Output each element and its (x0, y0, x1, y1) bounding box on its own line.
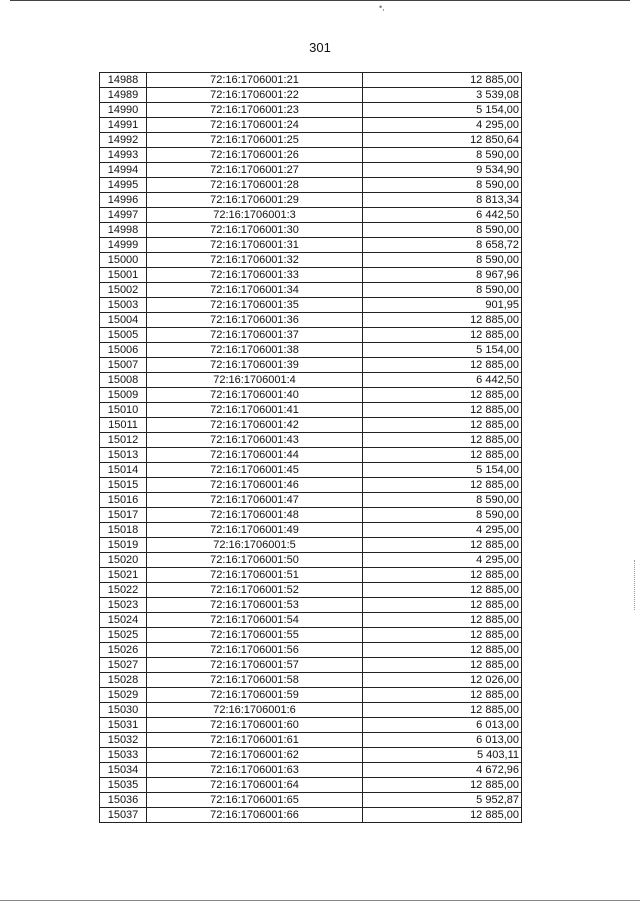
cadastral-number-cell: 72:16:1706001:41 (147, 403, 363, 418)
cadastral-number-cell: 72:16:1706001:64 (147, 778, 363, 793)
record-number-cell: 15001 (100, 268, 147, 283)
table-row (100, 628, 522, 643)
cadastral-number-cell: 72:16:1706001:44 (147, 448, 363, 463)
margin-scan-marks (634, 560, 637, 610)
cadastral-number-cell: 72:16:1706001:55 (147, 628, 363, 643)
amount-cell: 5 154,00 (363, 103, 522, 118)
amount-cell: 5 154,00 (363, 343, 522, 358)
cadastral-number-cell: 72:16:1706001:29 (147, 193, 363, 208)
cadastral-number-cell: 72:16:1706001:57 (147, 658, 363, 673)
cadastral-number-cell: 72:16:1706001:60 (147, 718, 363, 733)
bottom-edge-rule (0, 900, 640, 901)
amount-cell: 12 885,00 (363, 628, 522, 643)
amount-cell: 8 590,00 (363, 253, 522, 268)
cadastral-number-cell: 72:16:1706001:33 (147, 268, 363, 283)
record-number-cell: 15023 (100, 598, 147, 613)
table-row (100, 673, 522, 688)
amount-cell: 12 885,00 (363, 313, 522, 328)
table-row (100, 283, 522, 298)
table-row (100, 388, 522, 403)
cadastral-number-cell: 72:16:1706001:38 (147, 343, 363, 358)
record-number-cell: 15028 (100, 673, 147, 688)
table-row (100, 583, 522, 598)
table-row (100, 118, 522, 133)
amount-cell: 12 850,64 (363, 133, 522, 148)
table-row (100, 208, 522, 223)
cadastral-number-cell: 72:16:1706001:51 (147, 568, 363, 583)
record-number-cell: 15037 (100, 808, 147, 823)
record-number-cell: 15003 (100, 298, 147, 313)
record-number-cell: 15035 (100, 778, 147, 793)
record-number-cell: 15015 (100, 478, 147, 493)
cadastral-number-cell: 72:16:1706001:66 (147, 808, 363, 823)
amount-cell: 901,95 (363, 298, 522, 313)
record-number-cell: 15022 (100, 583, 147, 598)
amount-cell: 12 885,00 (363, 658, 522, 673)
table-row (100, 88, 522, 103)
amount-cell: 4 295,00 (363, 118, 522, 133)
record-number-cell: 15006 (100, 343, 147, 358)
cadastral-number-cell: 72:16:1706001:49 (147, 523, 363, 538)
amount-cell: 9 534,90 (363, 163, 522, 178)
cadastral-number-cell: 72:16:1706001:63 (147, 763, 363, 778)
table-row (100, 508, 522, 523)
table-row (100, 238, 522, 253)
cadastral-number-cell: 72:16:1706001:42 (147, 418, 363, 433)
table-row (100, 763, 522, 778)
table-row (100, 448, 522, 463)
amount-cell: 12 026,00 (363, 673, 522, 688)
cadastral-number-cell: 72:16:1706001:37 (147, 328, 363, 343)
record-number-cell: 15018 (100, 523, 147, 538)
amount-cell: 12 885,00 (363, 418, 522, 433)
table-row (100, 733, 522, 748)
amount-cell: 12 885,00 (363, 358, 522, 373)
table-row (100, 478, 522, 493)
record-number-cell: 15025 (100, 628, 147, 643)
table-row (100, 178, 522, 193)
cadastral-number-cell: 72:16:1706001:54 (147, 613, 363, 628)
cadastral-number-cell: 72:16:1706001:3 (147, 208, 363, 223)
amount-cell: 6 013,00 (363, 718, 522, 733)
table-row (100, 403, 522, 418)
cadastral-number-cell: 72:16:1706001:23 (147, 103, 363, 118)
page-number: 301 (309, 40, 331, 55)
table-row (100, 133, 522, 148)
amount-cell: 12 885,00 (363, 538, 522, 553)
table-row (100, 328, 522, 343)
cadastral-number-cell: 72:16:1706001:56 (147, 643, 363, 658)
top-edge-rule (10, 0, 630, 1)
record-number-cell: 14993 (100, 148, 147, 163)
amount-cell: 12 885,00 (363, 448, 522, 463)
amount-cell: 12 885,00 (363, 808, 522, 823)
amount-cell: 12 885,00 (363, 73, 522, 88)
cadastral-number-cell: 72:16:1706001:5 (147, 538, 363, 553)
cadastral-number-cell: 72:16:1706001:47 (147, 493, 363, 508)
table-row (100, 778, 522, 793)
amount-cell: 12 885,00 (363, 403, 522, 418)
cadastral-number-cell: 72:16:1706001:52 (147, 583, 363, 598)
amount-cell: 5 154,00 (363, 463, 522, 478)
table-row (100, 298, 522, 313)
table-row (100, 523, 522, 538)
cadastral-number-cell: 72:16:1706001:4 (147, 373, 363, 388)
table-row (100, 268, 522, 283)
table-row (100, 538, 522, 553)
amount-cell: 12 885,00 (363, 478, 522, 493)
table-row (100, 613, 522, 628)
amount-cell: 3 539,08 (363, 88, 522, 103)
record-number-cell: 15012 (100, 433, 147, 448)
record-number-cell: 14994 (100, 163, 147, 178)
amount-cell: 6 442,50 (363, 373, 522, 388)
cadastral-number-cell: 72:16:1706001:58 (147, 673, 363, 688)
record-number-cell: 14998 (100, 223, 147, 238)
table-row (100, 223, 522, 238)
record-number-cell: 14991 (100, 118, 147, 133)
table-row (100, 658, 522, 673)
record-number-cell: 15024 (100, 613, 147, 628)
cadastral-number-cell: 72:16:1706001:43 (147, 433, 363, 448)
record-number-cell: 14990 (100, 103, 147, 118)
table-row (100, 793, 522, 808)
amount-cell: 5 403,11 (363, 748, 522, 763)
table-row (100, 253, 522, 268)
amount-cell: 8 590,00 (363, 493, 522, 508)
record-number-cell: 15030 (100, 703, 147, 718)
record-number-cell: 14995 (100, 178, 147, 193)
cadastral-number-cell: 72:16:1706001:22 (147, 88, 363, 103)
table-row (100, 358, 522, 373)
amount-cell: 4 672,96 (363, 763, 522, 778)
record-number-cell: 15011 (100, 418, 147, 433)
record-number-cell: 14997 (100, 208, 147, 223)
table-row (100, 418, 522, 433)
amount-cell: 8 590,00 (363, 178, 522, 193)
record-number-cell: 14988 (100, 73, 147, 88)
cadastral-number-cell: 72:16:1706001:34 (147, 283, 363, 298)
cadastral-number-cell: 72:16:1706001:46 (147, 478, 363, 493)
table-row (100, 433, 522, 448)
scan-mark: •, (379, 2, 385, 12)
record-number-cell: 15004 (100, 313, 147, 328)
record-number-cell: 15007 (100, 358, 147, 373)
cadastral-number-cell: 72:16:1706001:50 (147, 553, 363, 568)
record-number-cell: 15009 (100, 388, 147, 403)
amount-cell: 12 885,00 (363, 583, 522, 598)
amount-cell: 4 295,00 (363, 523, 522, 538)
table-row (100, 598, 522, 613)
record-number-cell: 15002 (100, 283, 147, 298)
record-number-cell: 14996 (100, 193, 147, 208)
amount-cell: 12 885,00 (363, 433, 522, 448)
cadastral-number-cell: 72:16:1706001:48 (147, 508, 363, 523)
cadastral-number-cell: 72:16:1706001:32 (147, 253, 363, 268)
cadastral-number-cell: 72:16:1706001:39 (147, 358, 363, 373)
amount-cell: 6 013,00 (363, 733, 522, 748)
amount-cell: 12 885,00 (363, 703, 522, 718)
record-number-cell: 15008 (100, 373, 147, 388)
record-number-cell: 15020 (100, 553, 147, 568)
table-row (100, 568, 522, 583)
record-number-cell: 15036 (100, 793, 147, 808)
table-row (100, 748, 522, 763)
table-row (100, 493, 522, 508)
table-row (100, 148, 522, 163)
table-row (100, 463, 522, 478)
record-number-cell: 14989 (100, 88, 147, 103)
table-row (100, 688, 522, 703)
cadastral-number-cell: 72:16:1706001:45 (147, 463, 363, 478)
table-row (100, 343, 522, 358)
amount-cell: 8 590,00 (363, 148, 522, 163)
cadastral-number-cell: 72:16:1706001:24 (147, 118, 363, 133)
cadastral-number-cell: 72:16:1706001:6 (147, 703, 363, 718)
table-row (100, 103, 522, 118)
table-row (100, 703, 522, 718)
table-row (100, 808, 522, 823)
cadastral-number-cell: 72:16:1706001:35 (147, 298, 363, 313)
record-number-cell: 15013 (100, 448, 147, 463)
record-number-cell: 15016 (100, 493, 147, 508)
cadastral-number-cell: 72:16:1706001:30 (147, 223, 363, 238)
amount-cell: 8 967,96 (363, 268, 522, 283)
table-row (100, 73, 522, 88)
record-number-cell: 15033 (100, 748, 147, 763)
record-number-cell: 15000 (100, 253, 147, 268)
amount-cell: 12 885,00 (363, 328, 522, 343)
record-number-cell: 15031 (100, 718, 147, 733)
record-number-cell: 15032 (100, 733, 147, 748)
table-row (100, 553, 522, 568)
record-number-cell: 15026 (100, 643, 147, 658)
record-number-cell: 15014 (100, 463, 147, 478)
amount-cell: 6 442,50 (363, 208, 522, 223)
cadastral-number-cell: 72:16:1706001:59 (147, 688, 363, 703)
record-number-cell: 15010 (100, 403, 147, 418)
amount-cell: 12 885,00 (363, 598, 522, 613)
cadastral-number-cell: 72:16:1706001:26 (147, 148, 363, 163)
record-number-cell: 15019 (100, 538, 147, 553)
amount-cell: 12 885,00 (363, 388, 522, 403)
record-number-cell: 15017 (100, 508, 147, 523)
amount-cell: 12 885,00 (363, 613, 522, 628)
record-number-cell: 15021 (100, 568, 147, 583)
table-row (100, 718, 522, 733)
record-number-cell: 15034 (100, 763, 147, 778)
table-row (100, 193, 522, 208)
table-row (100, 313, 522, 328)
table-row (100, 373, 522, 388)
cadastral-number-cell: 72:16:1706001:27 (147, 163, 363, 178)
ledger-table-body (100, 73, 522, 823)
cadastral-number-cell: 72:16:1706001:61 (147, 733, 363, 748)
record-number-cell: 14992 (100, 133, 147, 148)
cadastral-number-cell: 72:16:1706001:36 (147, 313, 363, 328)
amount-cell: 12 885,00 (363, 778, 522, 793)
cadastral-number-cell: 72:16:1706001:28 (147, 178, 363, 193)
cadastral-number-cell: 72:16:1706001:65 (147, 793, 363, 808)
record-number-cell: 15005 (100, 328, 147, 343)
table-row (100, 643, 522, 658)
amount-cell: 12 885,00 (363, 568, 522, 583)
amount-cell: 8 590,00 (363, 508, 522, 523)
amount-cell: 8 813,34 (363, 193, 522, 208)
amount-cell: 4 295,00 (363, 553, 522, 568)
amount-cell: 8 590,00 (363, 223, 522, 238)
amount-cell: 8 658,72 (363, 238, 522, 253)
cadastral-number-cell: 72:16:1706001:53 (147, 598, 363, 613)
cadastral-number-cell: 72:16:1706001:31 (147, 238, 363, 253)
cadastral-number-cell: 72:16:1706001:25 (147, 133, 363, 148)
ledger-table (99, 72, 522, 823)
record-number-cell: 14999 (100, 238, 147, 253)
cadastral-number-cell: 72:16:1706001:40 (147, 388, 363, 403)
amount-cell: 12 885,00 (363, 688, 522, 703)
record-number-cell: 15027 (100, 658, 147, 673)
amount-cell: 8 590,00 (363, 283, 522, 298)
record-number-cell: 15029 (100, 688, 147, 703)
amount-cell: 5 952,87 (363, 793, 522, 808)
amount-cell: 12 885,00 (363, 643, 522, 658)
table-row (100, 163, 522, 178)
cadastral-number-cell: 72:16:1706001:21 (147, 73, 363, 88)
cadastral-number-cell: 72:16:1706001:62 (147, 748, 363, 763)
